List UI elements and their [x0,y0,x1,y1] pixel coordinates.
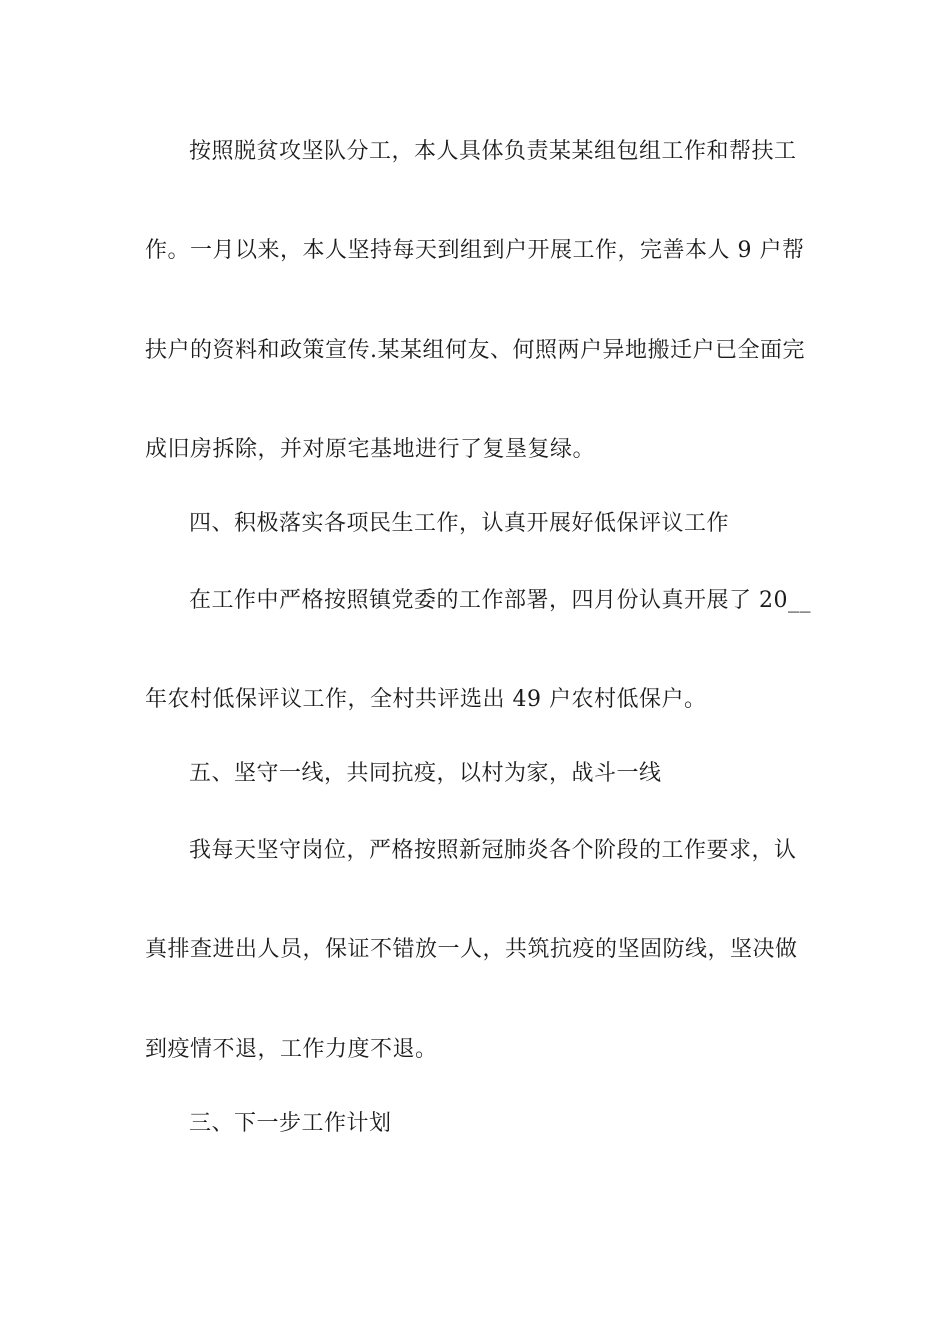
paragraph-line: 在工作中严格按照镇党委的工作部署，四月份认真开展了 20__ [189,588,811,613]
paragraph-line: 按照脱贫攻坚队分工，本人具体负责某某组包组工作和帮扶工 [189,139,797,164]
paragraph-line: 扶户的资料和政策宣传.某某组何友、何照两户异地搬迁户已全面完 [145,338,805,363]
paragraph-line: 真排查进出人员，保证不错放一人，共筑抗疫的坚固防线，坚决做 [145,937,798,962]
section-heading: 四、积极落实各项民生工作，认真开展好低保评议工作 [189,511,730,536]
paragraph-line: 成旧房拆除，并对原宅基地进行了复垦复绿。 [145,437,596,462]
paragraph-line: 我每天坚守岗位，严格按照新冠肺炎各个阶段的工作要求，认 [189,838,797,863]
paragraph-line: 到疫情不退，工作力度不退。 [145,1037,438,1062]
paragraph-line: 年农村低保评议工作，全村共评选出 49 户农村低保户。 [145,687,707,712]
section-heading: 五、坚守一线，共同抗疫，以村为家，战斗一线 [189,761,662,786]
section-heading: 三、下一步工作计划 [189,1111,392,1136]
paragraph-line: 作。一月以来，本人坚持每天到组到户开展工作，完善本人 9 户帮 [145,238,805,263]
